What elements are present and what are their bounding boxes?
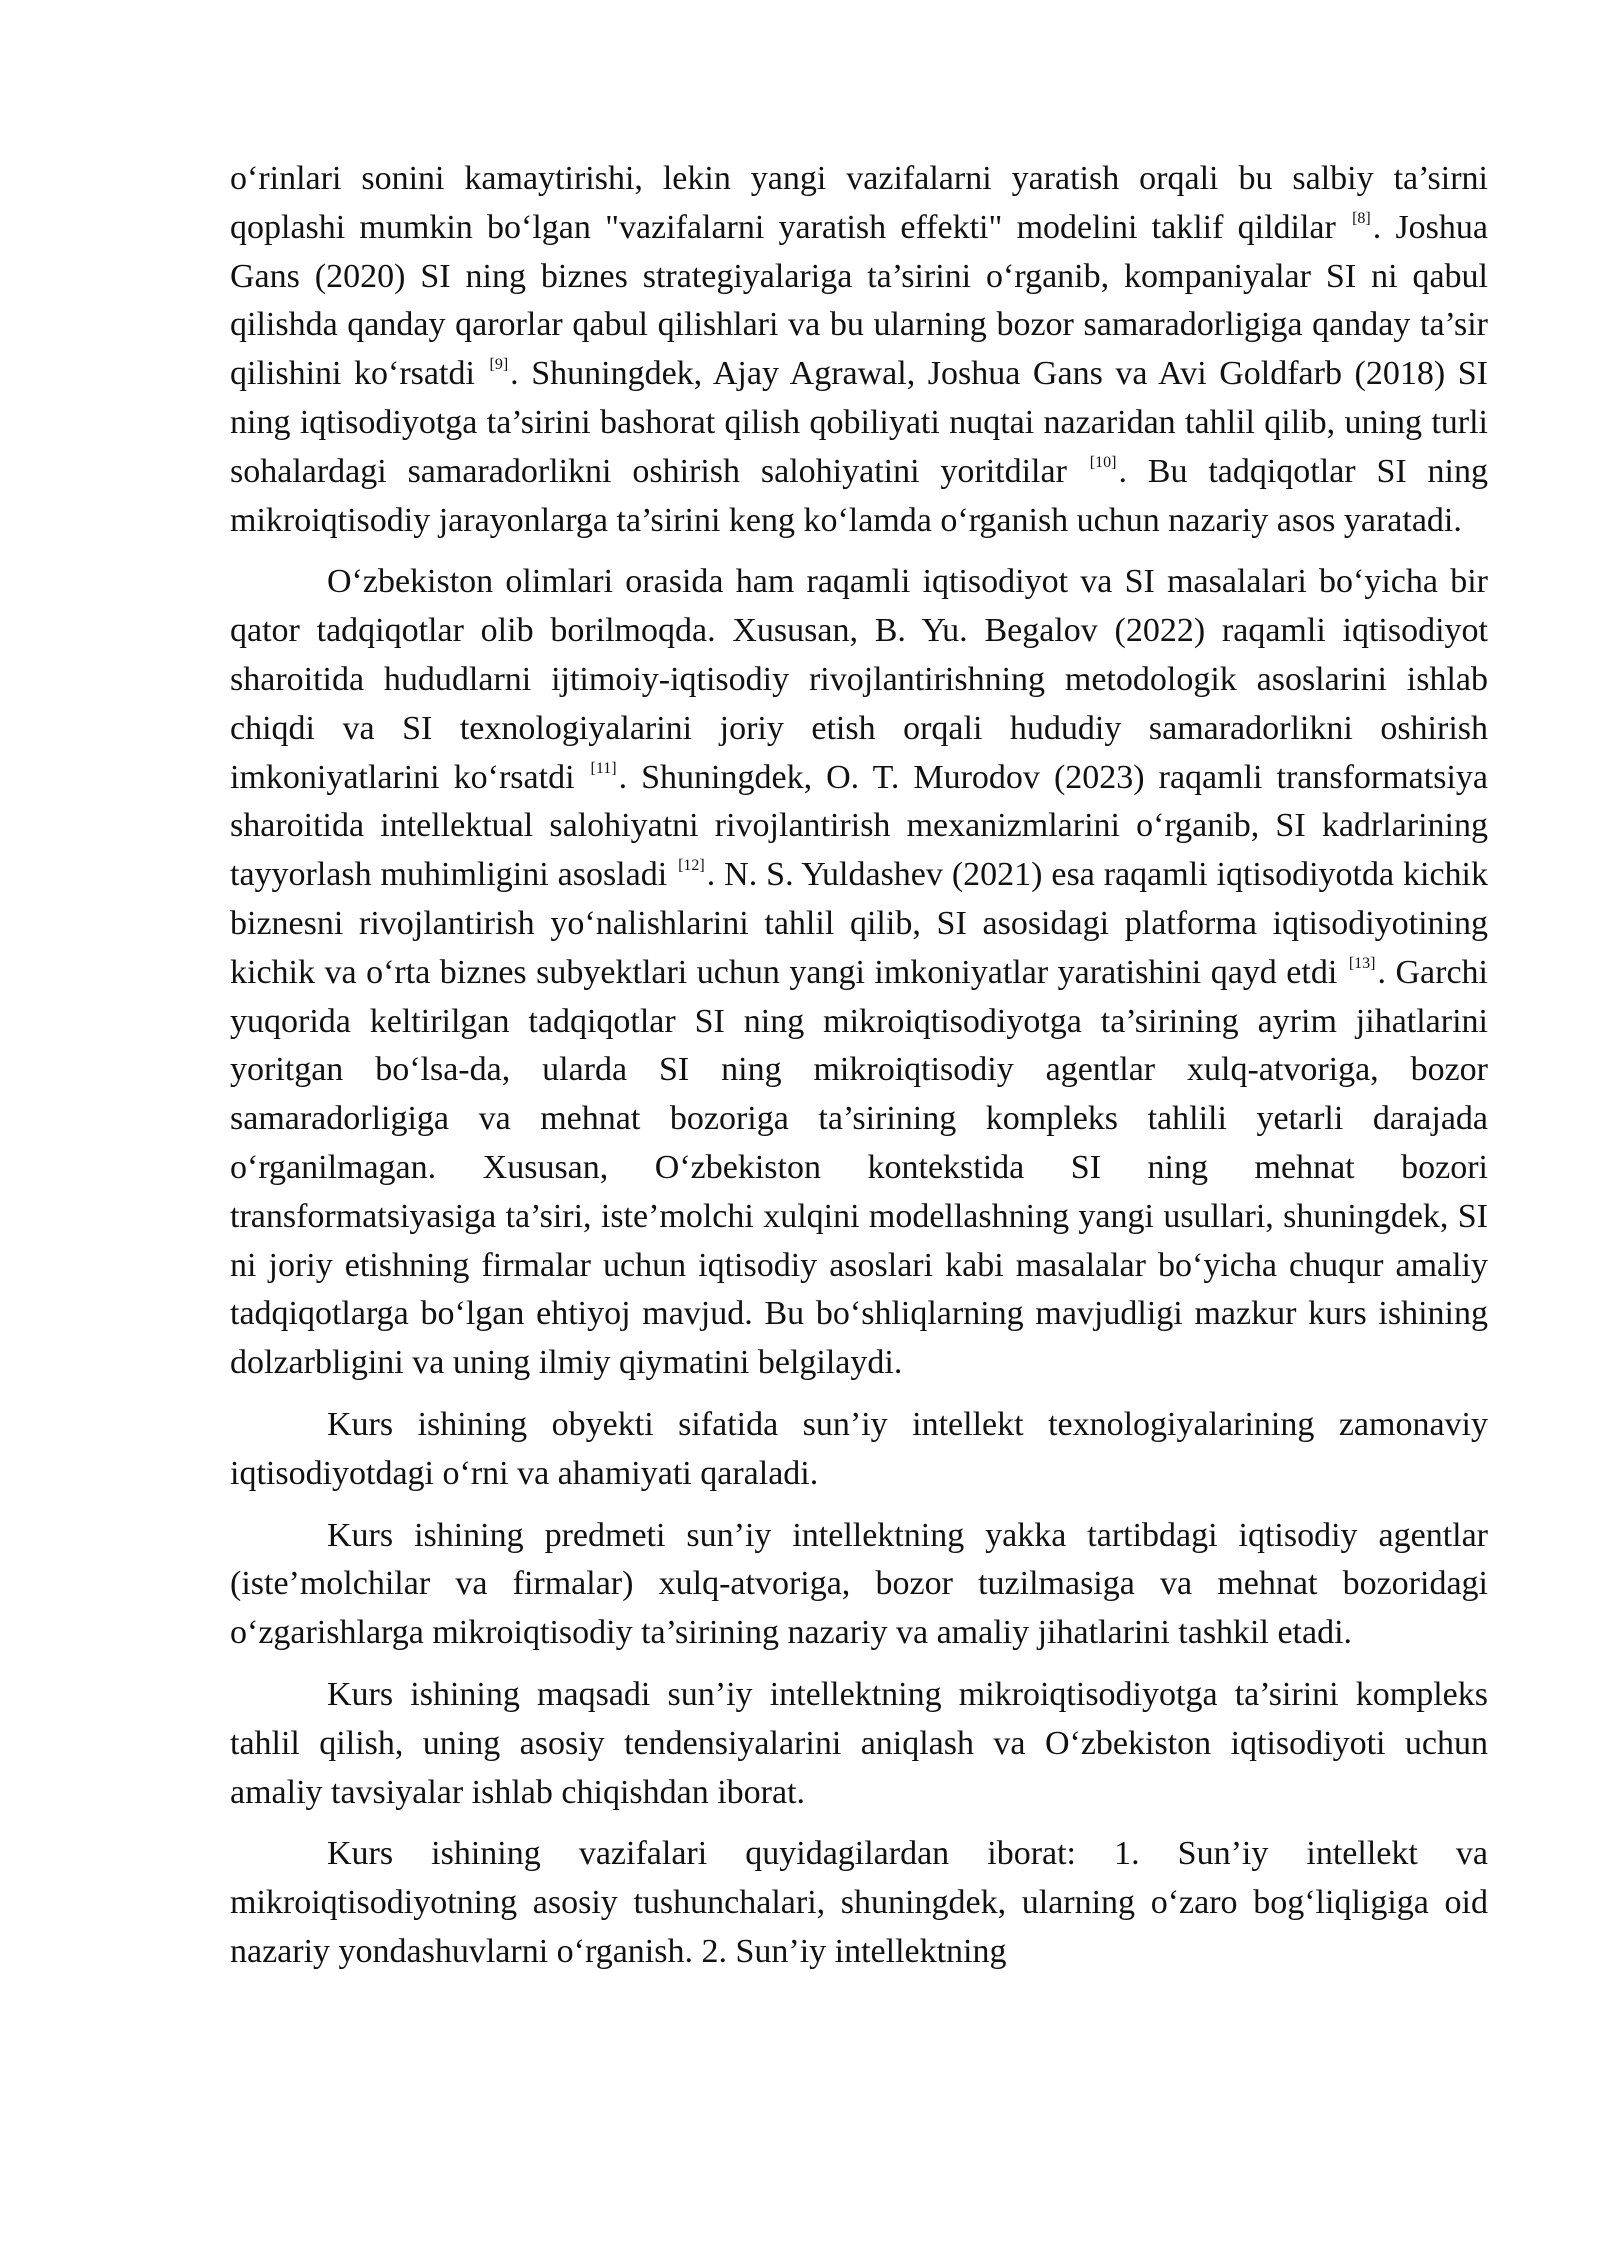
citation-reference: [11] xyxy=(590,759,617,777)
paragraph-text: . Garchi yuqorida keltirilgan tadqiqotlar SI ning mikroiqtisodiyotga ta’sirining ayrim jihatlarini yoritgan bo‘lsa-da, ularda SI ning mikroiqtisodiy agentlar xulq-atvoriga, bozor samaradorligiga va mehnat bozoriga ta’sirining kompleks tahlili yetarli darajada o‘rganilmagan. Xususan, O‘zbekiston kontekstida SI ning mehnat bozori transformatsiyasiga ta’siri, iste’molchi xulqini modellashning yangi usullari, shuningdek, SI ni joriy etishning firmalar uchun iqtisodiy asoslari kabi masalalar bo‘yicha chuqur amaliy tadqiqotlarga bo‘lgan ehtiyoj mavjud. Bu bo‘shliqlarning mavjudligi mazkur kurs ishining dolzarbligini va uning ilmiy qiymatini belgilaydi. xyxy=(230,953,1488,1382)
paragraph-text: Kurs ishining obyekti sifatida sun’iy intellekt texnologiyalarining zamonaviy iqtisodiyotdagi o‘rni va ahamiyati qaraladi. xyxy=(230,1405,1488,1492)
paragraph-literature-foreign xyxy=(230,155,1488,545)
paragraph-research-goal xyxy=(230,1671,1488,1817)
citation-reference: [9] xyxy=(489,356,509,374)
paragraph-text: o‘rinlari sonini kamaytirishi, lekin yangi vazifalarni yaratish orqali bu salbiy ta’sirni qoplashi mumkin bo‘lgan "vazifalarni yaratish effekti" modelini taklif qildilar xyxy=(230,160,1488,246)
paragraph-text: Kurs ishining predmeti sun’iy intellektning yakka tartibdagi iqtisodiy agentlar (iste’molchilar va firmalar) xulq-atvoriga, bozor tuzilmasiga va mehnat bozoridagi o‘zgarishlarga mikroiqtisodiy ta’sirining nazariy va amaliy jihatlarini tashkil etadi. xyxy=(230,1516,1488,1652)
citation-reference: [12] xyxy=(678,857,705,875)
citation-reference: [10] xyxy=(1089,453,1117,471)
paragraph-research-tasks xyxy=(230,1830,1488,1976)
paragraph-text: O‘zbekiston olimlari orasida ham raqamli iqtisodiyot va SI masalalari bo‘yicha bir qator tadqiqotlar olib borilmoqda. Xususan, B. Yu. Begalov (2022) raqamli iqtisodiyot sharoitida hududlarni ijtimoiy-iqtisodiy rivojlantirishning metodologik asoslarini ishlab chiqdi va SI texnologiyalarini joriy etish orqali hududiy samaradorlikni oshirish imkoniyatlarini ko‘rsatdi xyxy=(230,563,1488,796)
paragraph-research-object xyxy=(230,1401,1488,1499)
paragraph-text: Kurs ishining vazifalari quyidagilardan iborat: 1. Sun’iy intellekt va mikroiqtisodiyotning asosiy tushunchalari, shuningdek, ularning o‘zaro bog‘liqligiga oid nazariy yondashuvlarni o‘rganish. 2. Sun’iy intellektning xyxy=(230,1835,1488,1970)
paragraph-text: . Shuningdek, Ajay Agrawal, Joshua Gans va Avi Goldfarb (2018) SI ning iqtisodiyotga ta’sirini bashorat qilish qobiliyati nuqtai nazaridan tahlil qilib, uning turli sohalardagi samaradorlikni oshirish salohiyatini yoritdilar xyxy=(230,355,1488,490)
paragraph-research-subject xyxy=(230,1512,1488,1658)
paragraph-text: . Bu tadqiqotlar SI ning mikroiqtisodiy jarayonlarga ta’sirini keng ko‘lamda o‘rganish uchun nazariy asos yaratadi. xyxy=(230,452,1488,539)
citation-reference: [8] xyxy=(1352,209,1371,227)
paragraph-literature-uzbek xyxy=(230,558,1488,1388)
paragraph-text: . Joshua Gans (2020) SI ning biznes strategiyalariga ta’sirini o‘rganib, kompaniyalar SI ni qabul qilishda qanday qarorlar qabul qilishlari va bu ularning bozor samaradorligiga qanday ta’sir qilishini ko‘rsatdi xyxy=(230,208,1488,393)
paragraph-text: Kurs ishining maqsadi sun’iy intellektning mikroiqtisodiyotga ta’sirini kompleks tahlil qilish, uning asosiy tendensiyalarini aniqlash va O‘zbekiston iqtisodiyoti uchun amaliy tavsiyalar ishlab chiqishdan iborat. xyxy=(230,1675,1488,1811)
paragraph-text: . Shuningdek, O. T. Murodov (2023) raqamli transformatsiya sharoitida intellektual salohiyatni rivojlantirish mexanizmlarini o‘rganib, SI kadrlarining tayyorlash muhimligini asosladi xyxy=(230,758,1488,894)
citation-reference: [13] xyxy=(1348,954,1376,972)
paragraph-text: . N. S. Yuldashev (2021) esa raqamli iqtisodiyotda kichik biznesni rivojlantirish yo‘nalishlarini tahlil qilib, SI asosidagi platforma iqtisodiyotining kichik va o‘rta biznes subyektlari uchun yangi imkoniyatlar yaratishini qayd etdi xyxy=(230,856,1488,991)
